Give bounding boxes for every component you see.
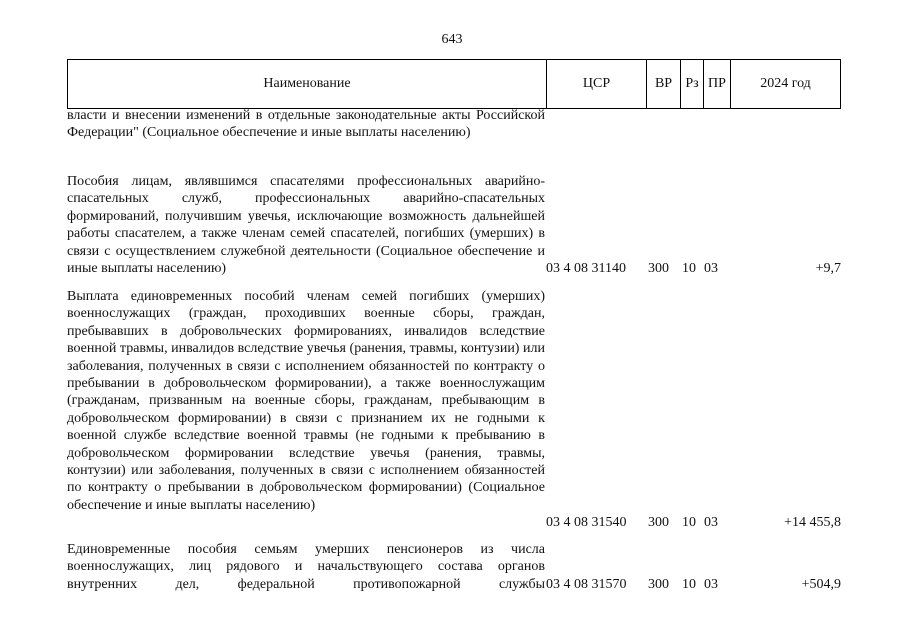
row-rz: 10 — [682, 577, 696, 592]
table-row — [67, 107, 841, 163]
header-pr: ПР — [708, 76, 726, 91]
row-amount: +9,7 — [815, 261, 841, 276]
row-csr: 03 4 08 31140 — [546, 261, 626, 276]
table-row — [67, 288, 841, 533]
row-vr: 300 — [648, 261, 669, 276]
page-number: 643 — [441, 32, 463, 47]
header-rz: Рз — [685, 76, 699, 91]
row-name: Выплата единовременных пособий членам семей погибших (умерших) военнослужащих (граждан, проходивших военные сборы, граждан, пребывавших в добровольческих формированиях, инвалидов вследствие военной травмы, инвалидов вследствие увечья (ранения, травмы, контузии) или заболевания, полученных в связи с исполнением обязанностей по контракту о пребывании в добровольческом формировании), а также военнослужащим (гражданам, призванным на военные сборы, гражданам, пребывающим в добровольческом формировании) в связи с признанием их не годными к военной службе вследствие военной травмы (не годными к пребыванию в добровольческом формировании вследствие увечья (ранения, травмы, контузии) или заболевания, полученных в связи с исполнением обязанностей по контракту о пребывании в добровольческом формировании) (Социальное обеспечение и иные выплаты населению) — [67, 289, 545, 513]
row-amount: +14 455,8 — [784, 515, 841, 530]
row-pr: 03 — [704, 261, 718, 276]
header-year: 2024 год — [760, 76, 811, 91]
row-vr: 300 — [648, 515, 669, 530]
row-rz: 10 — [682, 261, 696, 276]
header-csr: ЦСР — [582, 76, 611, 91]
table-row — [67, 173, 841, 279]
header-name: Наименование — [263, 76, 351, 91]
row-name: Пособия лицам, являвшимся спасателями профессиональных аварийно-спасательных служб, профессиональных аварийно-спасательных формирований, получившим увечья, исключающие возможность дальнейшей работы спасателем, а также членам семей спасателей, погибших (умерших) в связи с осуществлением служебной деятельности (Социальное обеспечение и иные выплаты населению) — [67, 174, 545, 277]
row-pr: 03 — [704, 515, 718, 530]
row-name: Единовременные пособия семьям умерших пенсионеров из числа военнослужащих, лиц рядового и начальствующего состава органов внутренних дел, федеральной противопожарной службы — [67, 542, 545, 592]
row-csr: 03 4 08 31540 — [546, 515, 627, 530]
header-vr: ВР — [654, 76, 673, 91]
row-rz: 10 — [682, 515, 696, 530]
row-csr: 03 4 08 31570 — [546, 577, 627, 592]
row-pr: 03 — [704, 577, 718, 592]
row-name: власти и внесении изменений в отдельные законодательные акты Российской Федерации" (Социальное обеспечение и иные выплаты населению) — [67, 108, 545, 141]
row-amount: +504,9 — [801, 577, 841, 592]
table-header — [67, 59, 841, 109]
row-vr: 300 — [648, 577, 669, 592]
table-row — [67, 541, 841, 597]
